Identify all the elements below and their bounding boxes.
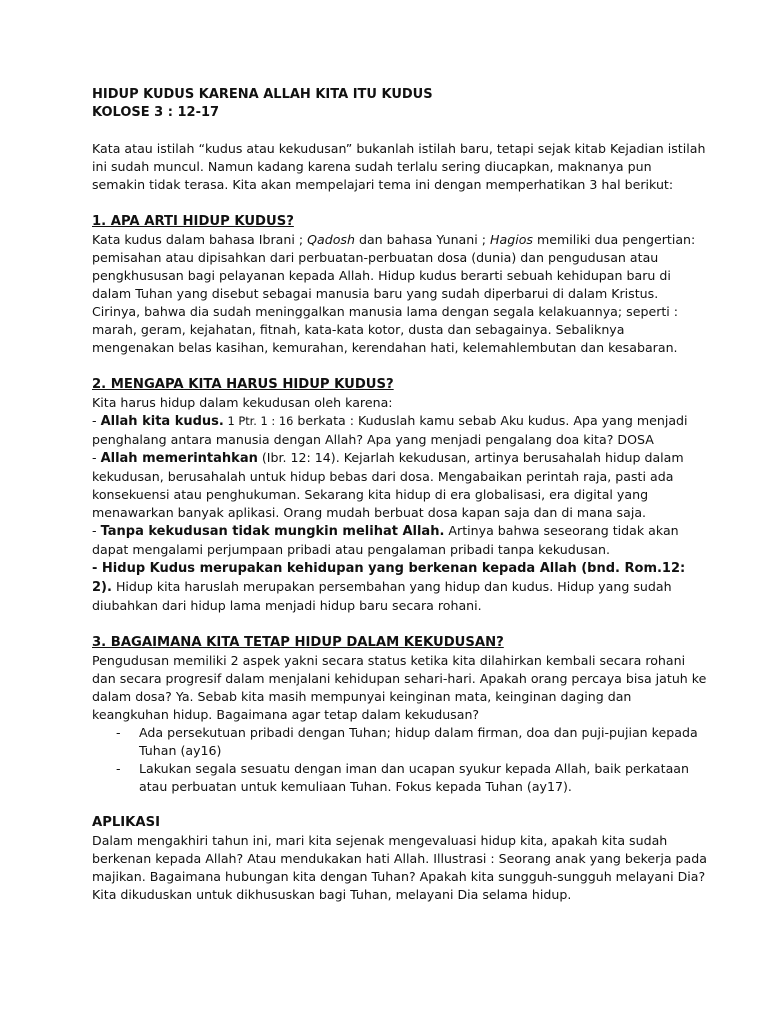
list-item: - Ada persekutuan pribadi dengan Tuhan; hidup dalam firman, doa dan puji-pujian kepada Tuhan (ay16) [116,725,698,758]
scripture-reference: KOLOSE 3 : 12-17 [92,105,220,120]
aplikasi-paragraph: Dalam mengakhiri tahun ini, mari kita sejenak mengevaluasi hidup kita, apakah kita sudah berkenan kepada Allah? Atau mendukakan hati Allah. Illustrasi : Seorang anak yang bekerja pada majikan. Bagaimana hubungan kita dengan Tuhan? Apakah kita sungguh-sungguh melayani Dia? Kita dikuduskan untuk dikhususkan bagi Tuhan, melayani Dia selama hidup. [92,833,707,902]
section-2-item-4: - Hidup Kudus merupakan kehidupan yang berkenan kepada Allah (bnd. Rom.12: 2). Hidup kita haruslah merupakan persembahan yang hidup dan kudus. Hidup yang sudah diubahkan dari hidup lama menjadi hidup baru secara rohani. [92,561,686,613]
section-1-heading: 1. APA ARTI HIDUP KUDUS? [92,214,294,229]
section-3-paragraph: Pengudusan memiliki 2 aspek yakni secara status ketika kita dilahirkan kembali secara rohani dan secara progresif dalam menjalani kehidupan sehari-hari. Apakah orang percaya bisa jatuh ke dalam dosa? Ya. Sebab kita masih mempunyai keinginan mata, keinginan daging dan keangkuhan hidup. Bagaimana agar tetap dalam kekudusan? [92,653,707,722]
term-qadosh: Qadosh [307,232,355,247]
section-3-heading: 3. BAGAIMANA KITA TETAP HIDUP DALAM KEKUDUSAN? [92,635,504,650]
aplikasi-heading: APLIKASI [92,815,161,830]
section-2-intro: Kita harus hidup dalam kekudusan oleh karena: [92,395,393,410]
section-2-item-2: - Allah memerintahkan (Ibr. 12: 14). Kejarlah kekudusan, artinya berusahalah hidup dalam kekudusan, berusahalah untuk hidup bebas dari dosa. Mengabaikan perintah raja, pasti ada konsekuensi atau penghukuman. Sekarang kita hidup di era globalisasi, era digital yang menawarkan banyak aplikasi. Orang mudah berbuat dosa kapan saja dan di mana saja. [92,450,684,520]
intro-paragraph: Kata atau istilah “kudus atau kekudusan” bukanlah istilah baru, tetapi sejak kitab Kejadian istilah ini sudah muncul. Namun kadang karena sudah terlalu sering diucapkan, maknanya pun semakin tidak terasa. Kita akan mempelajari tema ini dengan memperhatikan 3 hal berikut: [92,141,706,192]
term-hagios: Hagios [490,232,533,247]
document-title: HIDUP KUDUS KARENA ALLAH KITA ITU KUDUS [92,87,433,102]
list-item: - Lakukan segala sesuatu dengan iman dan ucapan syukur kepada Allah, baik perkataan atau perbuatan untuk kemuliaan Tuhan. Fokus kepada Tuhan (ay17). [116,761,690,794]
section-2-item-3: - Tanpa kekudusan tidak mungkin melihat Allah. Artinya bahwa seseorang tidak akan dapat mengalami perjumpaan pribadi atau pengalaman pribadi tanpa kekudusan. [92,523,679,557]
section-1-paragraph: Kata kudus dalam bahasa Ibrani ; Qadosh dan bahasa Yunani ; Hagios memiliki dua pengertian: pemisahan atau dipisahkan dari perbuatan-perbuatan dosa (dunia) dan pengudusan atau pengkhususan bagi pelayanan kepada Allah. Hidup kudus berarti sebuah kehidupan baru di dalam Tuhan yang disebut sebagai manusia baru yang sudah diperbarui di dalam Kristus. Cirinya, bahwa dia sudah meninggalkan manusia lama dengan segala kelakuannya; seperti : marah, geram, kejahatan, fitnah, kata-kata kotor, dusta dan sebagainya. Sebaliknya mengenakan belas kasihan, kemurahan, kerendahan hati, kelemahlembutan dan kesabaran. [92,232,696,355]
section-2-heading: 2. MENGAPA KITA HARUS HIDUP KUDUS? [92,377,394,392]
section-3-list [92,724,708,796]
section-2-item-1: - Allah kita kudus. 1 Ptr. 1 : 16 berkata : Kuduslah kamu sebab Aku kudus. Apa yang menjadi penghalang antara manusia dengan Allah? Apa yang menjadi pengalang doa kita? DOSA [92,413,688,447]
